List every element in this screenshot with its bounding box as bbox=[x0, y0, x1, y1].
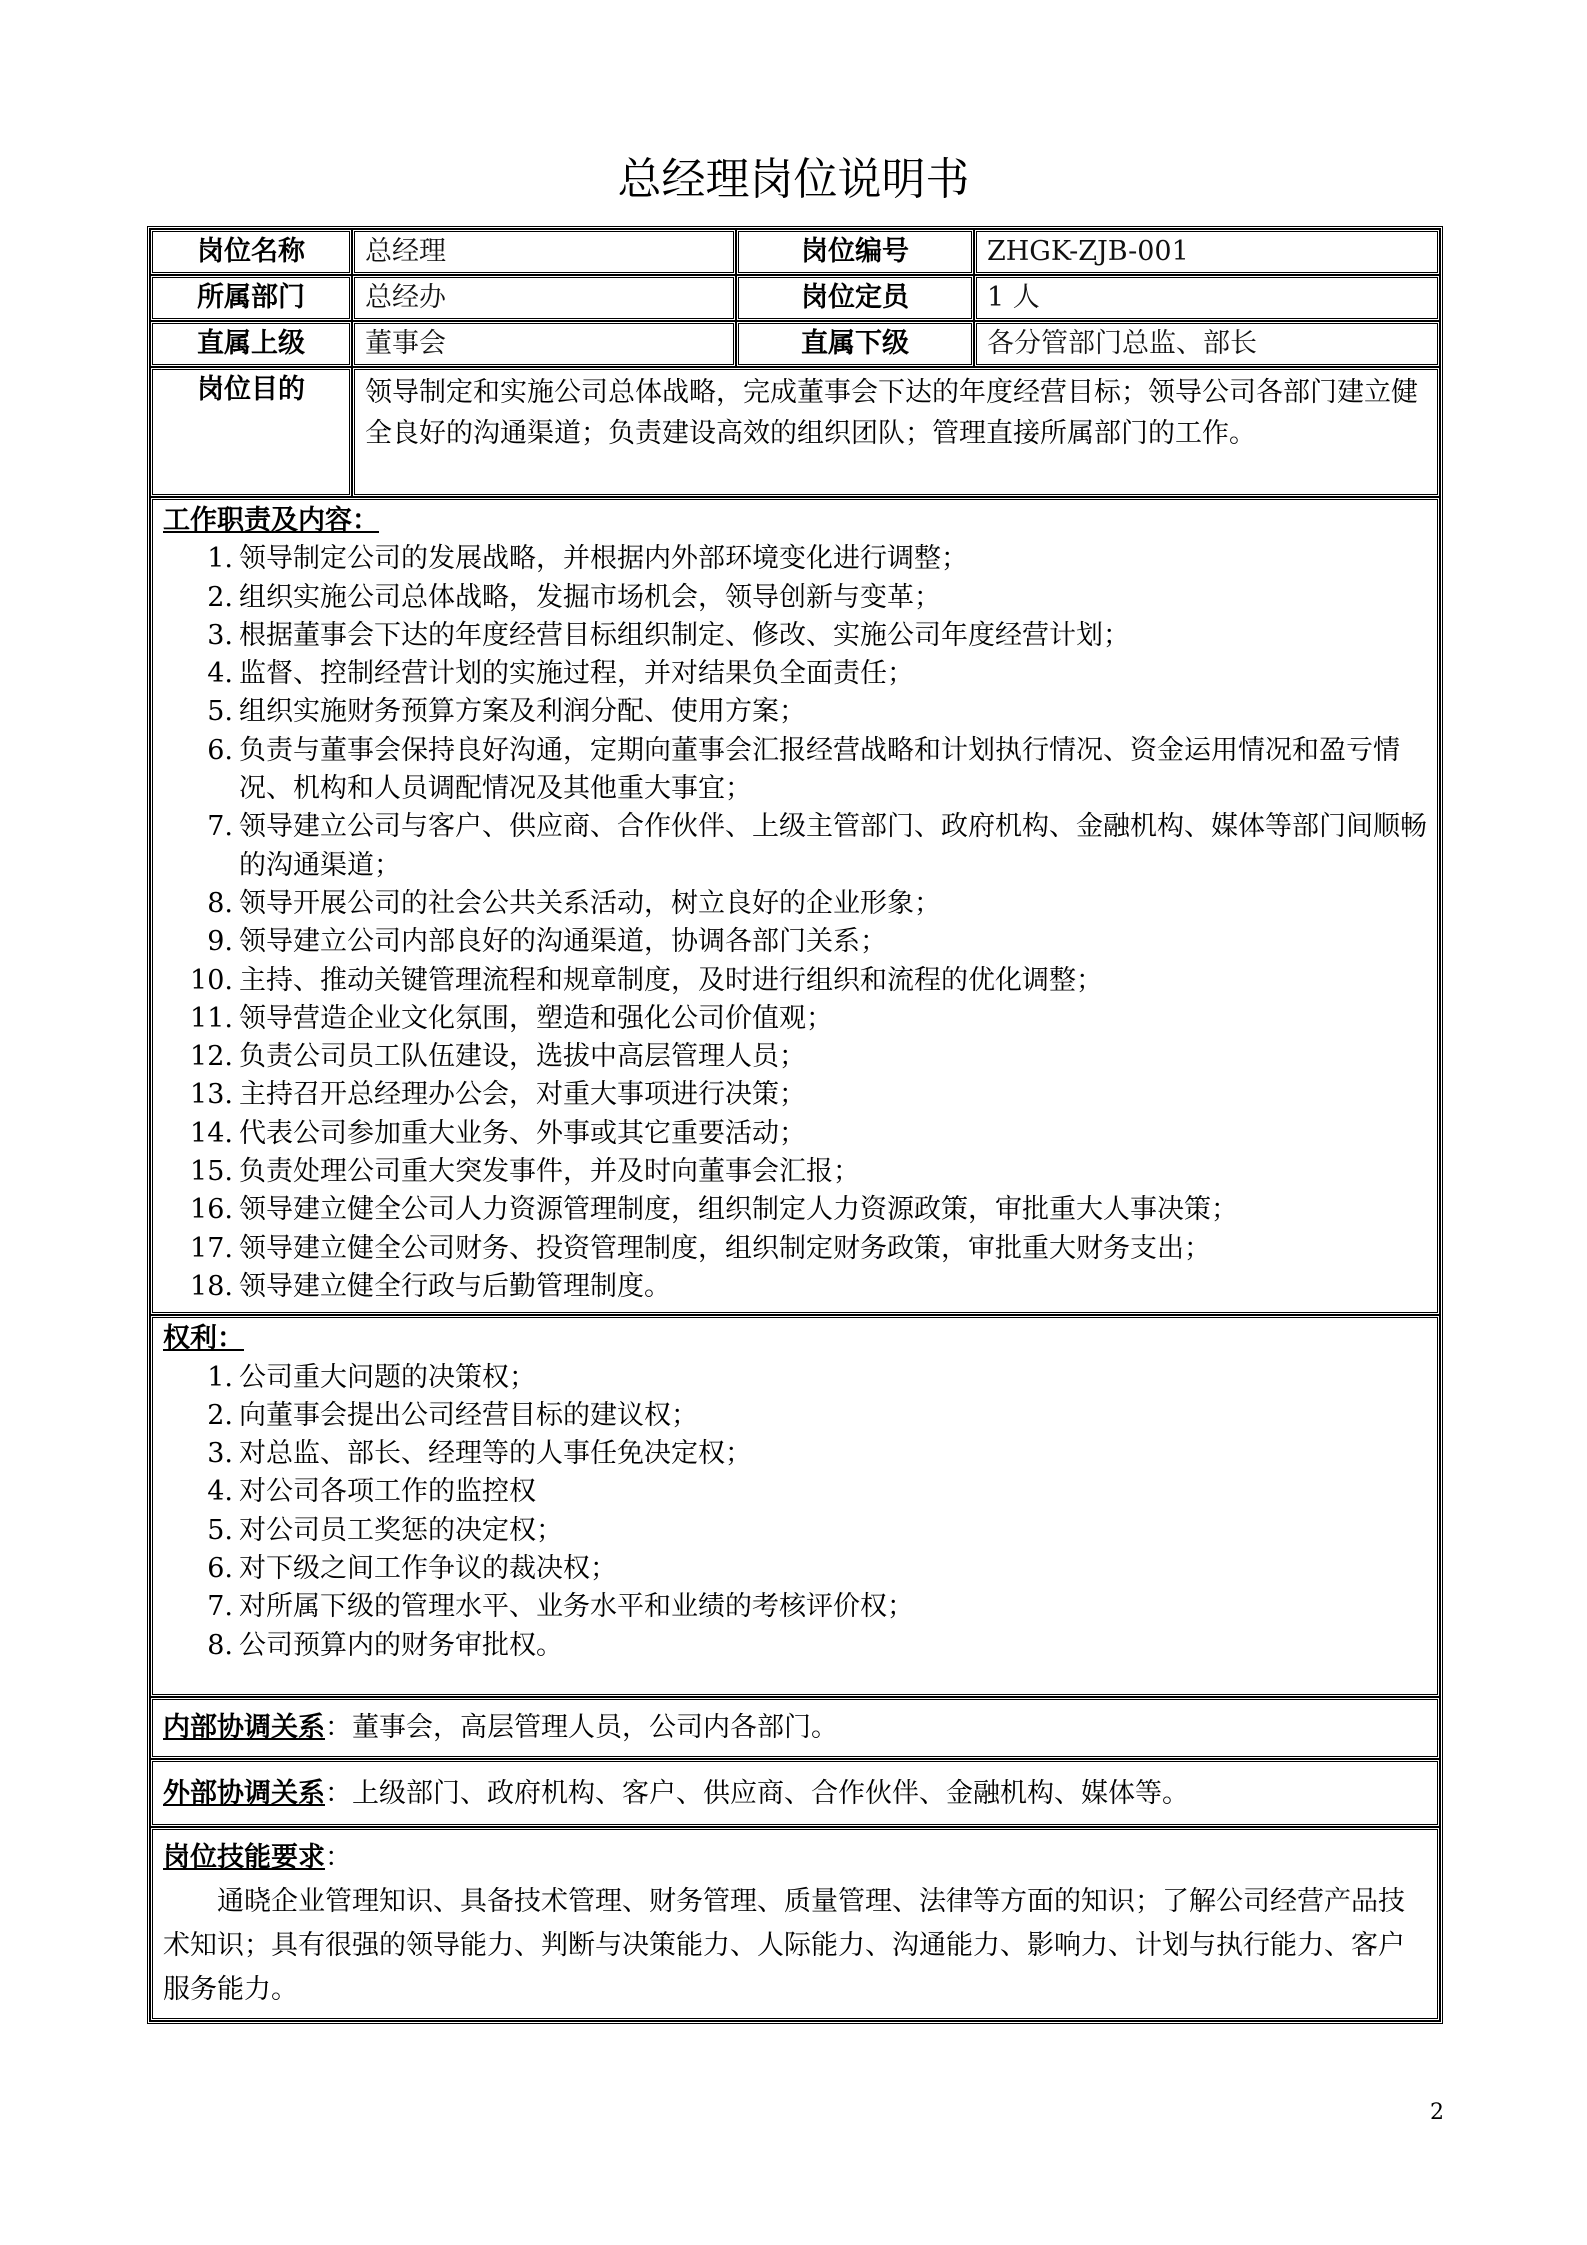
duties-item bbox=[163, 962, 1427, 1000]
internal-text: 董事会，高层管理人员，公司内各部门。 bbox=[352, 1712, 838, 1744]
item-text: 领导建立健全行政与后勤管理制度。 bbox=[239, 1270, 671, 1302]
item-number: 7. bbox=[207, 811, 233, 843]
skills-colon: ： bbox=[325, 1842, 352, 1874]
duties-item bbox=[163, 579, 1427, 617]
item-text: 监督、控制经营计划的实施过程，并对结果负全面责任； bbox=[239, 658, 914, 690]
item-text: 向董事会提出公司经营目标的建议权； bbox=[239, 1399, 698, 1431]
label-position-name: 岗位名称 bbox=[150, 229, 352, 275]
value-superior: 董事会 bbox=[352, 321, 736, 367]
item-text: 领导营造企业文化氛围，塑造和强化公司价值观； bbox=[239, 1002, 833, 1034]
duties-item bbox=[163, 1115, 1427, 1153]
item-text: 对公司员工奖惩的决定权； bbox=[239, 1514, 563, 1546]
item-text: 负责与董事会保持良好沟通，定期向董事会汇报经营战略和计划执行情况、资金运用情况和盈亏情况、机构和人员调配情况及其他重大事宜； bbox=[239, 734, 1400, 805]
duties-item bbox=[163, 808, 1427, 885]
skills-section bbox=[150, 1827, 1440, 2021]
item-number: 16. bbox=[190, 1194, 233, 1226]
rights-item bbox=[163, 1550, 1427, 1588]
duties-item bbox=[163, 1000, 1427, 1038]
rights-item bbox=[163, 1397, 1427, 1435]
item-text: 负责处理公司重大突发事件，并及时向董事会汇报； bbox=[239, 1156, 860, 1188]
document-title: 总经理岗位说明书 bbox=[617, 154, 970, 205]
item-text: 对总监、部长、经理等的人事任免决定权； bbox=[239, 1438, 752, 1470]
item-number: 7. bbox=[207, 1591, 233, 1623]
item-number: 1. bbox=[207, 1361, 233, 1393]
item-number: 3. bbox=[207, 619, 233, 651]
item-number: 8. bbox=[207, 1629, 233, 1661]
item-number: 4. bbox=[207, 1476, 233, 1508]
row-external bbox=[150, 1759, 1440, 1827]
duties-section bbox=[150, 497, 1440, 1315]
item-number: 8. bbox=[207, 887, 233, 919]
item-text: 组织实施公司总体战略，发掘市场机会，领导创新与变革； bbox=[239, 581, 941, 613]
value-subordinate: 各分管部门总监、部长 bbox=[974, 321, 1440, 367]
duties-item bbox=[163, 732, 1427, 809]
item-text: 负责公司员工队伍建设，选拔中高层管理人员； bbox=[239, 1041, 806, 1073]
duties-item bbox=[163, 540, 1427, 578]
item-text: 领导建立公司内部良好的沟通渠道，协调各部门关系； bbox=[239, 926, 887, 958]
rights-item bbox=[163, 1473, 1427, 1511]
item-text: 领导建立公司与客户、供应商、合作伙伴、上级主管部门、政府机构、金融机构、媒体等部门间顺畅的沟通渠道； bbox=[239, 811, 1427, 881]
rights-heading: 权利： bbox=[163, 1323, 244, 1355]
rights-item bbox=[163, 1588, 1427, 1626]
row-skills bbox=[150, 1827, 1440, 2021]
duties-item bbox=[163, 1076, 1427, 1114]
external-colon: ： bbox=[325, 1778, 352, 1810]
item-text: 对公司各项工作的监控权 bbox=[239, 1476, 536, 1508]
rights-item bbox=[163, 1512, 1427, 1550]
value-department: 总经办 bbox=[352, 275, 736, 321]
item-text: 领导制定公司的发展战略，并根据内外部环境变化进行调整； bbox=[239, 543, 968, 575]
label-purpose: 岗位目的 bbox=[150, 367, 352, 497]
item-text: 公司重大问题的决策权； bbox=[239, 1361, 536, 1393]
value-headcount: 1 人 bbox=[974, 275, 1440, 321]
duties-item bbox=[163, 1230, 1427, 1268]
external-heading: 外部协调关系 bbox=[163, 1778, 325, 1810]
rights-list bbox=[163, 1359, 1427, 1665]
duties-item bbox=[163, 1153, 1427, 1191]
duties-heading: 工作职责及内容： bbox=[163, 505, 379, 536]
label-subordinate: 直属下级 bbox=[736, 321, 974, 367]
duties-item bbox=[163, 1268, 1427, 1306]
item-text: 代表公司参加重大业务、外事或其它重要活动； bbox=[239, 1117, 806, 1149]
item-number: 15. bbox=[190, 1156, 233, 1188]
item-number: 6. bbox=[207, 734, 233, 766]
internal-heading: 内部协调关系 bbox=[163, 1712, 325, 1744]
duties-item bbox=[163, 617, 1427, 655]
row-name-code bbox=[150, 229, 1440, 275]
item-number: 9. bbox=[207, 926, 233, 958]
duties-item bbox=[163, 693, 1427, 731]
item-text: 主持、推动关键管理流程和规章制度，及时进行组织和流程的优化调整； bbox=[239, 964, 1103, 996]
item-number: 3. bbox=[207, 1438, 233, 1470]
label-headcount: 岗位定员 bbox=[736, 275, 974, 321]
skills-heading: 岗位技能要求 bbox=[163, 1842, 325, 1874]
duties-item bbox=[163, 885, 1427, 923]
skills-text: 通晓企业管理知识、具备技术管理、财务管理、质量管理、法律等方面的知识；了解公司经营产品技术知识；具有很强的领导能力、判断与决策能力、人际能力、沟通能力、影响力、计划与执行能力、客户服务能力。 bbox=[163, 1886, 1405, 2006]
item-number: 4. bbox=[207, 658, 233, 690]
item-number: 2. bbox=[207, 581, 233, 613]
rights-section bbox=[150, 1315, 1440, 1697]
job-description-table bbox=[147, 226, 1443, 2024]
rights-item bbox=[163, 1435, 1427, 1473]
duties-item bbox=[163, 1191, 1427, 1229]
internal-section bbox=[150, 1697, 1440, 1759]
row-purpose bbox=[150, 367, 1440, 497]
item-text: 对所属下级的管理水平、业务水平和业绩的考核评价权； bbox=[239, 1591, 914, 1623]
item-number: 5. bbox=[207, 1514, 233, 1546]
item-text: 领导开展公司的社会公共关系活动，树立良好的企业形象； bbox=[239, 887, 941, 919]
rights-item bbox=[163, 1627, 1427, 1665]
rights-item bbox=[163, 1359, 1427, 1397]
duties-list bbox=[163, 540, 1427, 1306]
item-text: 组织实施财务预算方案及利润分配、使用方案； bbox=[239, 696, 806, 728]
row-rights bbox=[150, 1315, 1440, 1697]
label-superior: 直属上级 bbox=[150, 321, 352, 367]
item-number: 10. bbox=[190, 964, 233, 996]
item-text: 领导建立健全公司人力资源管理制度，组织制定人力资源政策，审批重大人事决策； bbox=[239, 1194, 1238, 1226]
item-number: 2. bbox=[207, 1399, 233, 1431]
item-number: 11. bbox=[190, 1002, 233, 1034]
value-purpose: 领导制定和实施公司总体战略，完成董事会下达的年度经营目标；领导公司各部门建立健全良好的沟通渠道；负责建设高效的组织团队；管理直接所属部门的工作。 bbox=[352, 367, 1440, 497]
item-number: 18. bbox=[190, 1270, 233, 1302]
row-duties bbox=[150, 497, 1440, 1315]
page-number: 2 bbox=[1430, 2100, 1444, 2125]
value-position-code: ZHGK-ZJB-001 bbox=[974, 229, 1440, 275]
item-number: 13. bbox=[190, 1079, 233, 1111]
row-internal bbox=[150, 1697, 1440, 1759]
item-text: 主持召开总经理办公会，对重大事项进行决策； bbox=[239, 1079, 806, 1111]
external-section bbox=[150, 1759, 1440, 1827]
internal-colon: ： bbox=[325, 1712, 352, 1744]
item-number: 5. bbox=[207, 696, 233, 728]
item-number: 12. bbox=[190, 1041, 233, 1073]
label-department: 所属部门 bbox=[150, 275, 352, 321]
duties-item bbox=[163, 923, 1427, 961]
item-text: 领导建立健全公司财务、投资管理制度，组织制定财务政策，审批重大财务支出； bbox=[239, 1232, 1211, 1264]
value-position-name: 总经理 bbox=[352, 229, 736, 275]
item-number: 6. bbox=[207, 1553, 233, 1585]
duties-item bbox=[163, 1038, 1427, 1076]
item-text: 根据董事会下达的年度经营目标组织制定、修改、实施公司年度经营计划； bbox=[239, 619, 1130, 651]
label-position-code: 岗位编号 bbox=[736, 229, 974, 275]
row-dept-count bbox=[150, 275, 1440, 321]
item-text: 对下级之间工作争议的裁决权； bbox=[239, 1553, 617, 1585]
external-text: 上级部门、政府机构、客户、供应商、合作伙伴、金融机构、媒体等。 bbox=[352, 1778, 1189, 1810]
item-number: 1. bbox=[207, 543, 233, 575]
duties-item bbox=[163, 655, 1427, 693]
item-text: 公司预算内的财务审批权。 bbox=[239, 1629, 563, 1661]
item-number: 14. bbox=[190, 1117, 233, 1149]
row-superior-subordinate bbox=[150, 321, 1440, 367]
item-number: 17. bbox=[190, 1232, 233, 1264]
